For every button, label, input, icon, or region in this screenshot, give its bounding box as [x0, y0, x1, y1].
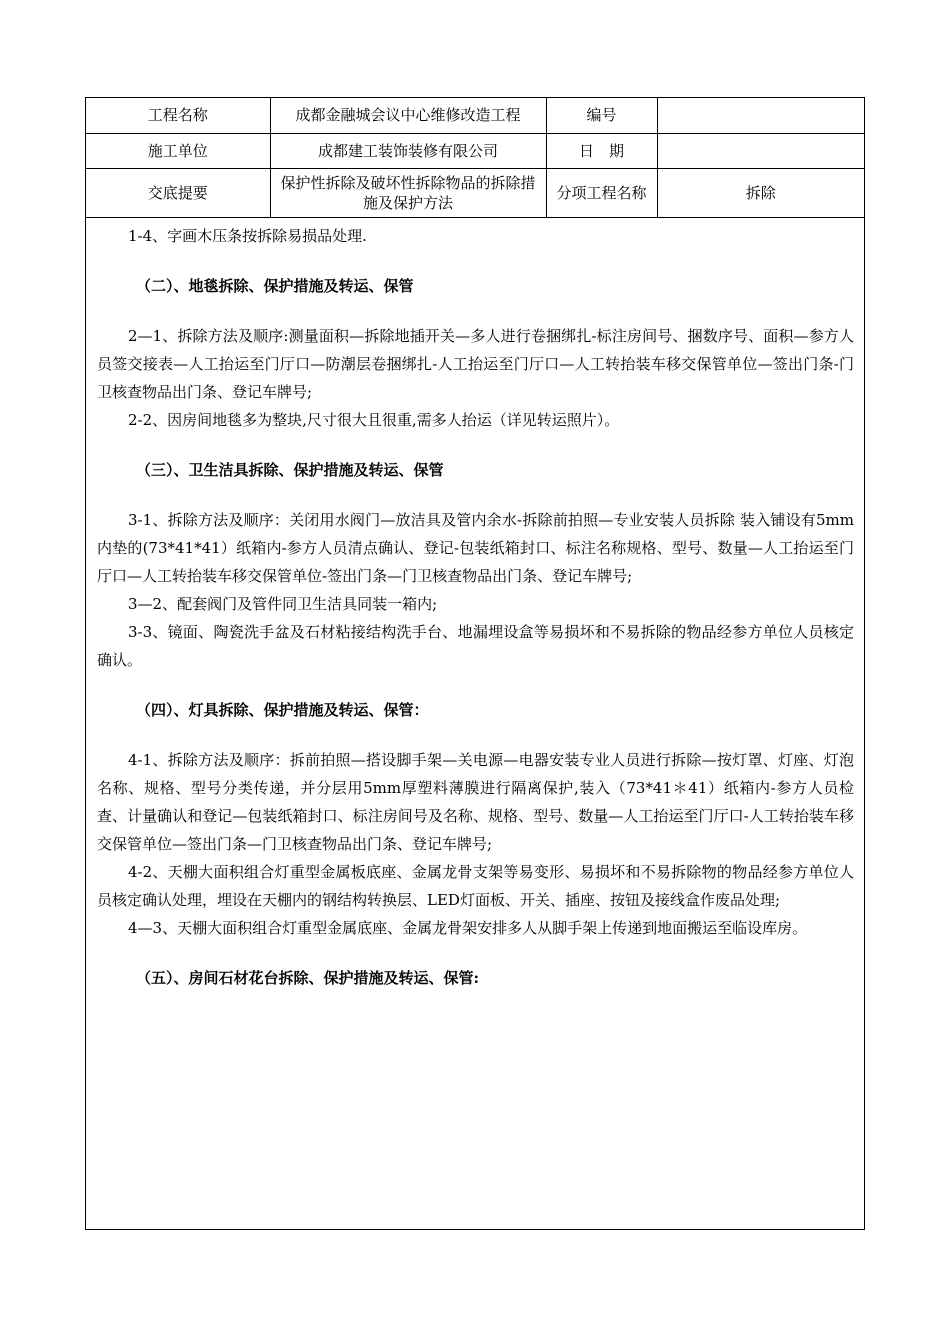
- brief-label: 交底提要: [86, 168, 270, 217]
- paragraph-3-2: 3—2、配套阀门及管件同卫生洁具同装一箱内;: [128, 594, 438, 613]
- project-name-value: 成都金融城会议中心维修改造工程: [270, 98, 546, 133]
- paragraph-4-1: 4-1、拆除方法及顺序：拆前拍照—搭设脚手架—关电源—电器安装专业人员进行拆除—按灯罩、灯座、灯泡名称、规格、型号分类传递，并分层用5mm厚塑料薄膜进行隔离保护,装入（73*41＊41）纸箱内-参方人员检查、计量确认和登记—包装纸箱封口、标注房间号及名称、规格、型号、数量—人工抬运至门厅口-人工转抬装车移交保管单位—签出门条—门卫核查物品出门条、登记车牌号;: [97, 750, 854, 853]
- contractor-label: 施工单位: [86, 133, 270, 168]
- paragraph-3-1: 3-1、拆除方法及顺序：关闭用水阀门—放洁具及管内余水-拆除前拍照—专业安装人员拆除 装入铺设有5mm内垫的(73*41*41）纸箱内-参方人员清点确认、登记-包装纸箱封口、标注名称规格、型号、数量—人工抬运至门厅口—人工转抬装车移交保管单位-签出门条—门卫核查物品出门条、登记车牌号;: [97, 510, 854, 585]
- header-row-brief: [86, 168, 864, 217]
- paragraph-2-1: 2—1、拆除方法及顺序:测量面积—拆除地插开关—多人进行卷捆绑扎-标注房间号、捆数序号、面积—参方人员签交接表—人工抬运至门厅口—防潮层卷捆绑扎-人工抬运至门厅口—人工转抬装车移交保管单位—签出门条-门卫核查物品出门条、登记车牌号;: [97, 326, 854, 401]
- brief-value: 保护性拆除及破坏性拆除物品的拆除措施及保护方法: [270, 168, 546, 217]
- subproject-value: 拆除: [657, 168, 864, 217]
- paragraph-1-4: 1-4、字画木压条按拆除易损品处理.: [128, 226, 367, 245]
- paragraph-3-3: 3-3、镜面、陶瓷洗手盆及石材粘接结构洗手台、地漏埋设盒等易损坏和不易拆除的物品经参方单位人员核定确认。: [97, 622, 854, 669]
- project-name-label: 工程名称: [86, 98, 270, 133]
- subproject-label: 分项工程名称: [546, 168, 657, 217]
- header-row-project: [86, 98, 864, 133]
- paragraph-2-2: 2-2、因房间地毯多为整块,尺寸很大且很重,需多人抬运（详见转运照片）。: [128, 410, 620, 429]
- technical-disclosure-form: [85, 97, 865, 1230]
- number-label: 编号: [546, 98, 657, 133]
- section-title-sanitary: （三）、卫生洁具拆除、保护措施及转运、保管: [136, 460, 444, 479]
- number-value: [657, 98, 864, 133]
- section-title-carpet: （二）、地毯拆除、保护措施及转运、保管: [136, 276, 414, 295]
- form-header-table: [86, 98, 864, 218]
- paragraph-4-3: 4—3、天棚大面积组合灯重型金属底座、金属龙骨架安排多人从脚手架上传递到地面搬运至临设库房。: [128, 918, 808, 937]
- header-row-contractor: [86, 133, 864, 168]
- section-title-stone-planter: （五）、房间石材花台拆除、保护措施及转运、保管:: [136, 968, 480, 987]
- paragraph-4-2: 4-2、天棚大面积组合灯重型金属板底座、金属龙骨支架等易变形、易损坏和不易拆除物的物品经参方单位人员核定确认处理，埋设在天棚内的钢结构转换层、LED灯面板、开关、插座、按钮及接线盒作废品处理;: [97, 862, 854, 909]
- date-value: [657, 133, 864, 168]
- contractor-value: 成都建工装饰装修有限公司: [270, 133, 546, 168]
- disclosure-body: [86, 218, 864, 992]
- section-title-lighting: （四）、灯具拆除、保护措施及转运、保管：: [136, 700, 429, 719]
- date-label: 日 期: [546, 133, 657, 168]
